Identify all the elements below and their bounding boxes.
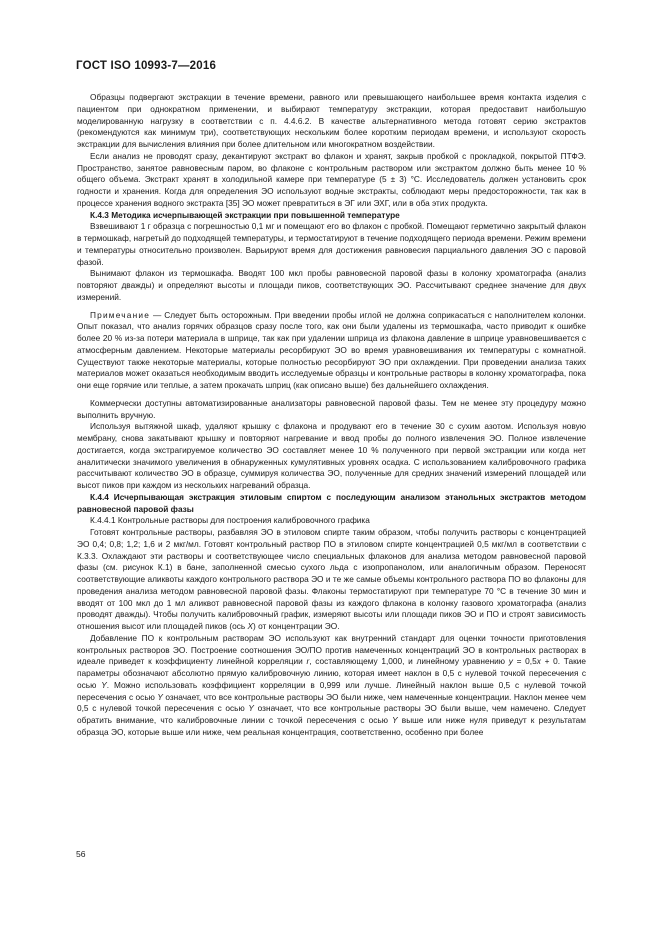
math-variable: r [306, 656, 310, 667]
text-run: означает, что все контрольные растворы ЭО были ниже, чем намеченные концентрации. Наклон менее чем 0,5 с нулевой точкой пересечения с осью [77, 691, 586, 714]
paragraph [77, 633, 586, 739]
paragraph [77, 527, 586, 633]
subsection-heading: К.4.4.1 Контрольные растворы для построения калибровочного графика [90, 515, 370, 526]
note-paragraph [77, 310, 586, 392]
paragraph: Образцы подвергают экстракции в течение времени, равного или превышающего наибольшее время контакта изделия с пациентом при однократном применении, и выбирают температуру экстракции, которая предоставит наибольшую моделированную нагрузку в соответствии с п. 4.4.6.2. В качестве альтернативного метода готовят серию экстрактов (рекомендуются как минимум три), соответствующих нескольким более коротким периодам времени, и используют скорость экстракции для вычисления влияния при более длительном или многократном воздействии. [77, 92, 586, 149]
document-body [77, 92, 586, 739]
text-run: , составляющему 1,000, и линейному уравнению [309, 656, 509, 667]
paragraph: Если анализ не проводят сразу, декантируют экстракт во флакон и хранят, закрыв пробкой с прокладкой, покрытой ПТФЭ. Пространство, занятое равновесным паром, во флаконе с контрольным раствором или экстрактом должно быть менее 10 % общего объема. Экстракт хранят в холодильной камере при температуре (5 ± 3) °С. Исследователь должен установить срок годности и хранения. Когда для определения ЭО используют водные экстракты, соблюдают меры предосторожности, так как в процессе хранения водного экстракта [35] ЭО может превратиться в ЭГ или ЭХГ, или в оба этих продукта. [77, 150, 586, 208]
text-run: Готовят контрольные растворы, разбавляя ЭО в этиловом спирте таким образом, чтобы получить растворы с концентрацией ЭО 0,4; 0,8; 1,2; 1,6 и 2 мкг/мл. Готовят контрольный раствор ПО в этиловом спирте концентрацией 0,5 мкг/мл в соответствии с К.3.3. Охлаждают эти растворы и соответствующее число специальных флаконов для анализа методом равновесной паровой фазы (см. рисунок К.1) в бане, заполненной смесью сухого льда с изопропанолом, или аналогичным образом. Переносят соответствующие аликвоты каждого контрольного раствора ЭО и те же самые объемы контрольного раствора ПО во флаконы для проведения анализа методом равновесной паровой фазы. Флаконы термостатируют при температуре 70 °С в течение 30 мин и вводят от 100 мкл до 1 мл аликвот равновесной паровой фазы из каждого флакона в колонку газового хроматографа (анализ проводят дважды). Чтобы получить калибровочный график, измеряют высоты или площади пиков ЭО и ПО и строят зависимость отношения высот или площадей пиков (ось [77, 527, 586, 631]
text-run: Добавление ПО к контрольным растворам ЭО используют как внутренний стандарт для оценки точности приготовления контрольных растворов ЭО. Построение соотношения ЭО/ПО против намеченных концентраций ЭО в контрольных растворах в идеале приведет к коэффициенту линейной корреляции [77, 632, 586, 667]
note-text: — Следует быть осторожным. При введении пробы иглой не должна соприкасаться с наполнителем колонки. Опыт показал, что анализ горячих образцов сразу после того, как они были удалены из термошкафа, часто приводит к ошибке более 20 % из-за потери материала в шприце, так как при удалении шприца из флакона давление в шприце уравновешивается с атмосферным давлением. Некоторые материалы ресорбируют ЭО во время уравновешивания их температуры с комнатной. Существуют также некоторые материалы, которые полностью ресорбируют ЭО при охлаждении. При проведении анализа таких материалов может оказаться необходимым вводить исследуемые образцы и контрольные растворы в колонку хроматографа, пока они еще горячие или теплые, а затем прокачать шприц (как описано выше) без дальнейшего охлаждения. [77, 309, 586, 390]
paragraph: Взвешивают 1 г образца с погрешностью 0,1 мг и помещают его во флакон с пробкой. Помещают герметично закрытый флакон в термошкаф, нагретый до подходящей температуры, и термостатируют в течение подходящего периода времени. Режим времени и температуры относительно произволен. Варьируют время для достижения равновесия парциального давления ЭО с паровой фазой. [77, 221, 586, 267]
text-run: означает, что все контрольные растворы ЭО были выше, чем намечено. Следует обратить внимание, что калибровочные линии с точкой пересечения с осью [77, 703, 586, 725]
section-heading: К.4.3 Методика исчерпывающей экстракции при повышенной температуре [90, 209, 400, 220]
document-header: ГОСТ ISO 10993-7—2016 [76, 60, 217, 72]
paragraph: Вынимают флакон из термошкафа. Вводят 100 мкл пробы равновесной паровой фазы в колонку хроматографа (анализ повторяют дважды) и определяют высоты и площади пиков, соответствующих ЭО. Рассчитывают среднее значение для двух измерений. [77, 268, 586, 302]
math-variable: y [508, 656, 513, 667]
math-variable: x [536, 656, 541, 667]
axis-variable: Y [248, 703, 254, 714]
section-heading: К.4.4 Исчерпывающая экстракция этиловым спиртом с последующим анализом этанольных экстрактов методом равновесной паровой фазы [77, 491, 586, 514]
axis-variable: Y [392, 715, 398, 725]
text-run: . Можно использовать коэффициент корреляции в 0,999 или лучше. Линейный наклон выше 0,5 с нулевой точкой пересечения с осью [77, 679, 586, 702]
paragraph: Используя вытяжной шкаф, удаляют крышку с флакона и продувают его в течение 30 с сухим азотом. Используя новую мембрану, снова закатывают крышку и повторяют нагревание и ввод пробы до полного извлечения ЭО. Полное извлечение достигается, когда экстрагируемое количество ЭО составляет менее 10 % полученного при первой экстракции или когда нет аналитически значимого увеличения в обнаруженных кумулятивных уровнях осадка. С использованием калибровочного графика рассчитывают количество ЭО в образце, суммируя количества ЭО, полученные для средних значений измерений площадей или высот пиков при каждом из нескольких нагреваний образца. [77, 421, 586, 490]
axis-variable: X [247, 621, 254, 631]
text-run: = 0,5 [512, 656, 537, 667]
paragraph: Коммерчески доступны автоматизированные анализаторы равновесной паровой фазы. Тем не менее эту процедуру можно выполнить вручную. [77, 397, 586, 420]
axis-variable: Y [101, 679, 107, 690]
text-run: ) от концентрации ЭО. [253, 621, 340, 631]
page-number: 56 [76, 849, 86, 859]
text-run: выше или ниже нуля приведут к результатам образца ЭО, которые выше или ниже, чем реальная концентрация, соответственно, особенно при более [77, 715, 586, 737]
text-run: + 0. Такие параметры обозначают абсолютно прямую калибровочную линию, которая имеет наклон в 0,5 с нулевой точкой пересечения с осью [77, 656, 586, 690]
axis-variable: Y [157, 691, 163, 702]
note-label: Примечание [90, 309, 151, 320]
